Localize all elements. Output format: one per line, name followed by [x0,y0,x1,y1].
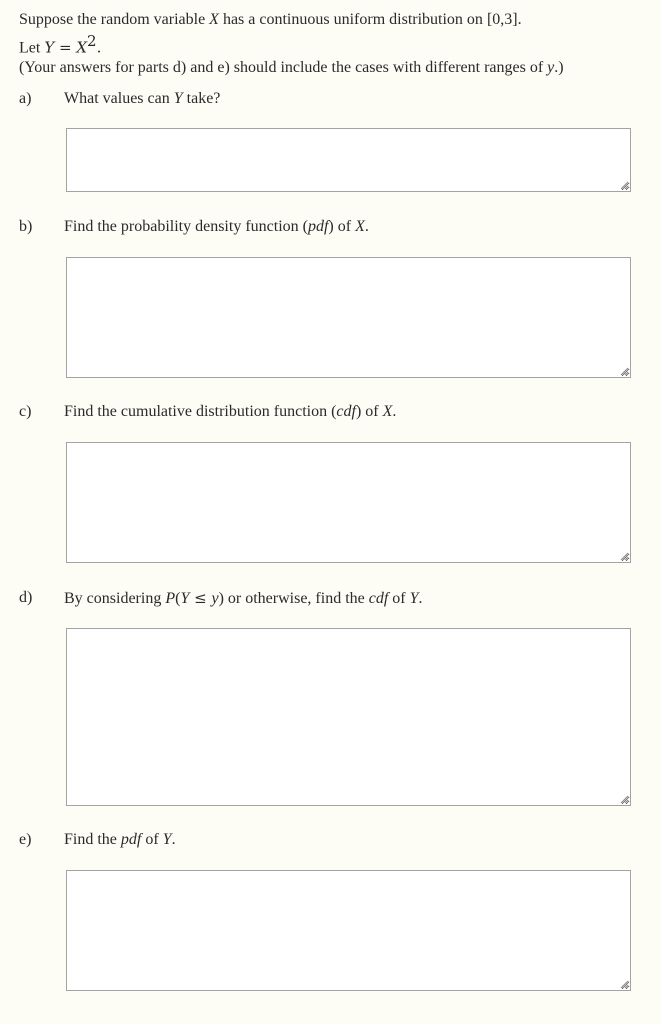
math-var-x: X [209,11,219,28]
question-letter: b) [19,218,33,235]
interval-text: [0,3]. [486,11,522,28]
math-var-y: Y [173,90,183,107]
abbr-cdf: cdf [368,590,389,607]
math-prob-p: P [165,590,176,607]
intro-line-1 [19,10,564,31]
question-letter: e) [19,831,32,848]
answer-box-d[interactable] [66,628,631,806]
question-text-part: Find the cumulative distribution function ( [64,403,337,420]
question-text [64,403,396,421]
question-text-part: Find the [64,831,121,848]
question-text [64,589,423,608]
intro-text: Let [19,38,45,56]
question-text-part: of [141,831,163,848]
question-text-part: or otherwise, find the [227,590,369,607]
question-text-part: . [364,218,369,235]
math-var-lower-y: y [211,590,219,607]
abbr-pdf: pdf [120,831,142,848]
question-letter: d) [19,589,33,606]
question-letter: c) [19,403,32,420]
question-text-part: ) of [355,403,383,420]
intro-text: has a continuous uniform distribution on [218,11,487,28]
question-text-part: Find the probability density function ( [64,218,308,235]
question-text-part: ) of [328,218,356,235]
question-text [64,831,176,849]
math-var-x: X [76,37,88,56]
math-le-sign: ≤ [189,589,212,607]
answer-box-e[interactable] [66,870,631,991]
question-intro [19,10,564,79]
question-text [64,218,369,236]
math-exponent: 2 [87,31,97,50]
question-text-part: . [171,831,176,848]
math-period: . [96,37,102,56]
math-var-lower-y: y [547,59,555,77]
question-text-part: of [388,590,410,607]
intro-line-3 [19,58,564,79]
math-var-y: Y [180,590,190,607]
intro-line-2 [19,31,564,59]
answer-box-c[interactable] [66,442,631,563]
intro-text: .) [554,59,564,77]
abbr-pdf: pdf [307,218,329,235]
intro-text: Suppose the random variable [19,11,210,28]
question-text-part: . [392,403,397,420]
abbr-cdf: cdf [336,403,356,420]
math-var-x: X [382,403,393,420]
question-text-part: . [418,590,423,607]
question-text-part: What values can [64,90,174,107]
math-var-y: Y [162,831,172,848]
question-letter: a) [19,90,32,107]
math-var-y: Y [44,37,55,56]
math-var-y: Y [409,590,419,607]
answer-box-b[interactable] [66,257,631,378]
math-equals: = [54,37,77,56]
question-text-part: By considering [64,590,166,607]
question-text [64,90,220,108]
math-paren: ) [218,590,224,607]
math-paren: ( [175,590,181,607]
answer-box-a[interactable] [66,128,631,192]
math-var-x: X [355,218,365,235]
intro-text: (Your answers for parts d) and e) should include the cases with different ranges of [19,59,548,77]
question-text-part: take? [182,90,221,107]
